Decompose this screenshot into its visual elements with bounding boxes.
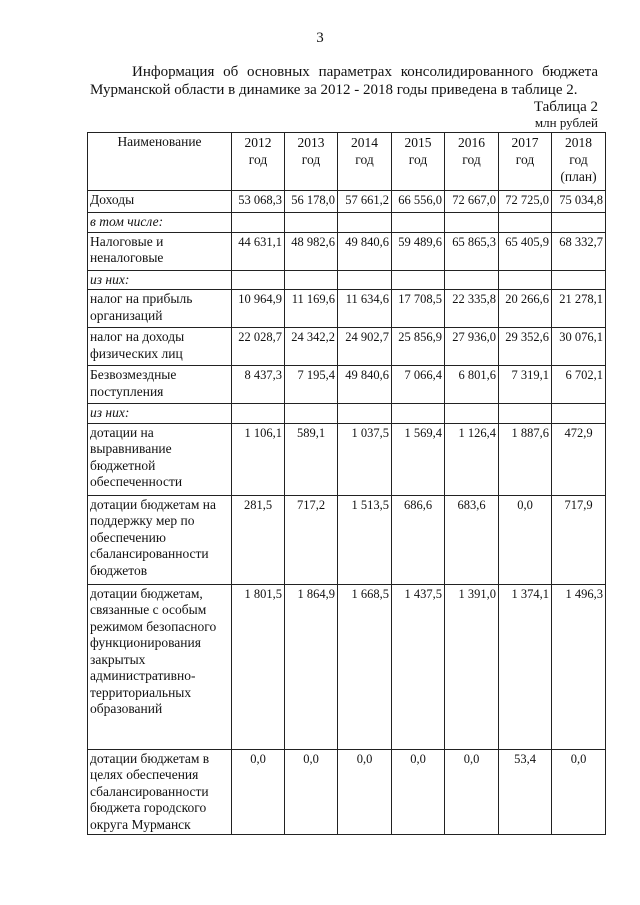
value-cell: 0,0 (285, 749, 338, 835)
value-cell: 0,0 (445, 749, 499, 835)
row-name: в том числе: (88, 213, 232, 233)
value-cell: 7 066,4 (392, 366, 445, 404)
value-cell: 0,0 (392, 749, 445, 835)
table-row (88, 191, 606, 213)
value-cell: 0,0 (499, 495, 552, 584)
page-number: 3 (316, 30, 324, 46)
value-cell: 75 034,8 (552, 191, 606, 213)
year-label: год (515, 152, 535, 167)
value-cell: 44 631,1 (232, 232, 285, 270)
value-cell (338, 404, 392, 424)
row-name: дотации бюджетам, связанные с особым режимом безопасного функционирования закрытых административно-территориальных образований (88, 584, 232, 749)
value-cell (445, 270, 499, 290)
value-cell: 1 569,4 (392, 423, 445, 495)
value-cell (499, 213, 552, 233)
value-cell: 6 801,6 (445, 366, 499, 404)
table-row (88, 232, 606, 270)
value-cell: 57 661,2 (338, 191, 392, 213)
year-label: год (569, 152, 588, 167)
value-cell (232, 270, 285, 290)
value-cell: 20 266,6 (499, 290, 552, 328)
value-cell (232, 404, 285, 424)
year-label: год (248, 152, 268, 167)
value-cell: 6 702,1 (552, 366, 606, 404)
year-value: 2018 (565, 135, 592, 150)
value-cell: 29 352,6 (499, 328, 552, 366)
value-cell (552, 404, 606, 424)
value-cell: 683,6 (445, 495, 499, 584)
row-name: Налоговые и неналоговые (88, 232, 232, 270)
year-note: (план) (560, 169, 597, 184)
value-cell: 49 840,6 (338, 366, 392, 404)
table-row (88, 749, 606, 835)
value-cell: 717,9 (552, 495, 606, 584)
year-label: год (355, 152, 374, 167)
value-cell (338, 270, 392, 290)
year-label: год (462, 152, 481, 167)
value-cell: 10 964,9 (232, 290, 285, 328)
table-row (88, 423, 606, 495)
value-cell (392, 213, 445, 233)
value-cell: 65 405,9 (499, 232, 552, 270)
year-value: 2012 (244, 135, 272, 150)
table-header-row (88, 133, 606, 191)
column-header-year (499, 133, 552, 191)
value-cell (445, 404, 499, 424)
value-cell: 22 335,8 (445, 290, 499, 328)
value-cell: 1 496,3 (552, 584, 606, 749)
year-value: 2017 (511, 135, 539, 150)
value-cell: 48 982,6 (285, 232, 338, 270)
value-cell: 22 028,7 (232, 328, 285, 366)
column-header-year (552, 133, 606, 191)
column-header-year (338, 133, 392, 191)
value-cell: 0,0 (232, 749, 285, 835)
column-header-year (285, 133, 338, 191)
value-cell (552, 270, 606, 290)
value-cell: 72 725,0 (499, 191, 552, 213)
value-cell: 1 668,5 (338, 584, 392, 749)
value-cell (499, 270, 552, 290)
column-header-name: Наименование (88, 133, 232, 191)
value-cell: 24 342,2 (285, 328, 338, 366)
value-cell: 65 865,3 (445, 232, 499, 270)
value-cell: 11 634,6 (338, 290, 392, 328)
table-row (88, 366, 606, 404)
value-cell: 27 936,0 (445, 328, 499, 366)
budget-table (87, 132, 606, 835)
row-name: Доходы (88, 191, 232, 213)
value-cell: 53,4 (499, 749, 552, 835)
row-name: Безвозмездные поступления (88, 366, 232, 404)
value-cell (285, 270, 338, 290)
column-header-year (232, 133, 285, 191)
year-value: 2015 (404, 135, 432, 150)
row-name: налог на доходы физических лиц (88, 328, 232, 366)
year-label: год (301, 152, 321, 167)
value-cell: 1 513,5 (338, 495, 392, 584)
row-name: из них: (88, 270, 232, 290)
value-cell: 1 374,1 (499, 584, 552, 749)
value-cell: 1 801,5 (232, 584, 285, 749)
value-cell: 686,6 (392, 495, 445, 584)
year-value: 2013 (297, 135, 325, 150)
value-cell: 0,0 (338, 749, 392, 835)
table-row (88, 495, 606, 584)
value-cell (392, 404, 445, 424)
value-cell: 0,0 (552, 749, 606, 835)
value-cell: 472,9 (552, 423, 606, 495)
value-cell: 717,2 (285, 495, 338, 584)
value-cell: 17 708,5 (392, 290, 445, 328)
value-cell: 7 195,4 (285, 366, 338, 404)
value-cell: 49 840,6 (338, 232, 392, 270)
value-cell: 24 902,7 (338, 328, 392, 366)
value-cell: 30 076,1 (552, 328, 606, 366)
table-caption: Таблица 2 (533, 99, 598, 115)
row-name: налог на прибыль организаций (88, 290, 232, 328)
value-cell: 589,1 (285, 423, 338, 495)
row-name: дотации на выравнивание бюджетной обеспеченности (88, 423, 232, 495)
value-cell (285, 213, 338, 233)
value-cell: 59 489,6 (392, 232, 445, 270)
value-cell: 21 278,1 (552, 290, 606, 328)
value-cell: 68 332,7 (552, 232, 606, 270)
value-cell: 1 391,0 (445, 584, 499, 749)
value-cell (445, 213, 499, 233)
value-cell: 1 437,5 (392, 584, 445, 749)
value-cell: 53 068,3 (232, 191, 285, 213)
value-cell: 7 319,1 (499, 366, 552, 404)
table-row (88, 270, 606, 290)
row-name: дотации бюджетам в целях обеспечения сбалансированности бюджета городского округа Мурманск (88, 749, 232, 835)
year-value: 2014 (351, 135, 378, 150)
year-value: 2016 (458, 135, 485, 150)
table-row (88, 290, 606, 328)
year-label: год (408, 152, 428, 167)
value-cell (552, 213, 606, 233)
value-cell (285, 404, 338, 424)
value-cell: 11 169,6 (285, 290, 338, 328)
value-cell: 1 126,4 (445, 423, 499, 495)
column-header-year (392, 133, 445, 191)
value-cell: 72 667,0 (445, 191, 499, 213)
value-cell (232, 213, 285, 233)
value-cell (338, 213, 392, 233)
column-header-year (445, 133, 499, 191)
value-cell: 66 556,0 (392, 191, 445, 213)
value-cell: 1 887,6 (499, 423, 552, 495)
value-cell: 1 037,5 (338, 423, 392, 495)
value-cell: 1 106,1 (232, 423, 285, 495)
value-cell: 8 437,3 (232, 366, 285, 404)
table-row (88, 328, 606, 366)
value-cell (499, 404, 552, 424)
value-cell: 25 856,9 (392, 328, 445, 366)
value-cell (392, 270, 445, 290)
table-row (88, 213, 606, 233)
row-name: дотации бюджетам на поддержку мер по обеспечению сбалансированности бюджетов (88, 495, 232, 584)
table-row (88, 404, 606, 424)
units-label: млн рублей (534, 115, 598, 130)
row-name: из них: (88, 404, 232, 424)
value-cell: 56 178,0 (285, 191, 338, 213)
value-cell: 281,5 (232, 495, 285, 584)
value-cell: 1 864,9 (285, 584, 338, 749)
table-row (88, 584, 606, 749)
intro-paragraph: Информация об основных параметрах консолидированного бюджета Мурманской области в динамике за 2012 - 2018 годы приведена в таблице 2. (90, 64, 598, 98)
